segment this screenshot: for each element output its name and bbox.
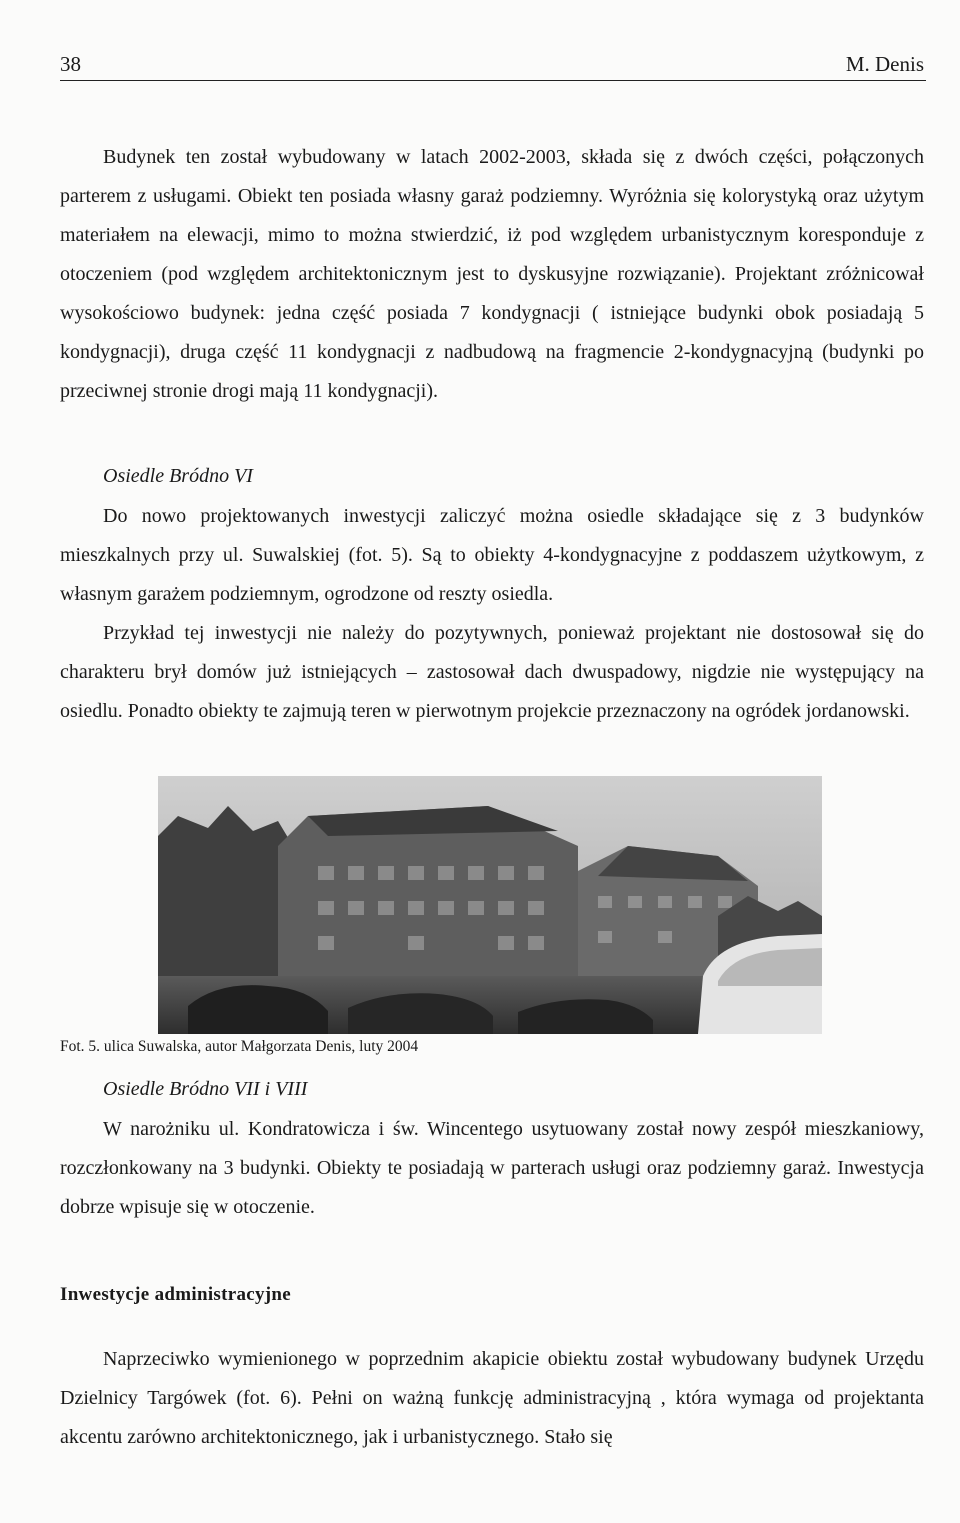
paragraph-1: Budynek ten został wybudowany w latach 2002-2003, składa się z dwóch części, połączonych parterem z usługami. Obiekt ten posiada własny garaż podziemny. Wyróżnia się kolorystyką oraz użytym materiałem na elewacji, mimo to można stwierdzić, iż pod względem urbanistycznym koresponduje z otoczeniem (pod względem architektonicznym jest to dyskusyjne rozwiązanie). Projektant zróżnicował wysokościowo budynek: jedna część posiada 7 kondygnacji ( istniejące budynki obok posiadają 5 kondygnacji), druga część 11 kondygnacji z nadbudową na fragmencie 2-kondygnacyjną (budynki po przeciwnej stronie drogi mają 11 kondygnacji). (60, 146, 924, 402)
heading-administrative-investments: Inwestycje administracyjne (60, 1284, 292, 1305)
running-author: M. Denis (845, 52, 924, 76)
paragraph-4: W narożniku ul. Kondratowicza i św. Wincentego usytuowany został nowy zespół mieszkaniowy, rozczłonkowany na 3 budynki. Obiekty te posiadają w parterach usługi oraz podziemny garaż. Inwestycja dobrze wpisuje się w otoczenie. (60, 1118, 924, 1218)
photo-suwalska-street (158, 776, 822, 1034)
paragraph-2: Do nowo projektowanych inwestycji zaliczyć można osiedle składające się z 3 budynków mieszkalnych przy ul. Suwalskiej (fot. 5). Są to obiekty 4-kondygnacyjne z poddaszem użytkowym, z własnym garażem podziemnym, ogrodzone od reszty osiedla. (60, 505, 924, 605)
section-title-brodno-vi: Osiedle Bródno VI (103, 465, 253, 487)
section-title-brodno-vii-viii: Osiedle Bródno VII i VIII (103, 1078, 308, 1100)
photo-caption: Fot. 5. ulica Suwalska, autor Małgorzata Denis, luty 2004 (60, 1038, 419, 1055)
running-header (60, 50, 926, 81)
paragraph-3: Przykład tej inwestycji nie należy do pozytywnych, ponieważ projektant nie dostosował się do charakteru brył domów już istniejących – zastosował dach dwuspadowy, nigdzie nie występujący na osiedlu. Ponadto obiekty te zajmują teren w pierwotnym projekcie przeznaczony na ogródek jordanowski. (60, 622, 924, 722)
paragraph-5: Naprzeciwko wymienionego w poprzednim akapicie obiektu został wybudowany budynek Urzędu Dzielnicy Targówek (fot. 6). Pełni on ważną funkcję administracyjną , która wymaga od projektanta akcentu zarówno architektonicznego, jak i urbanistycznego. Stało się (60, 1348, 924, 1448)
page-number: 38 (60, 52, 81, 76)
